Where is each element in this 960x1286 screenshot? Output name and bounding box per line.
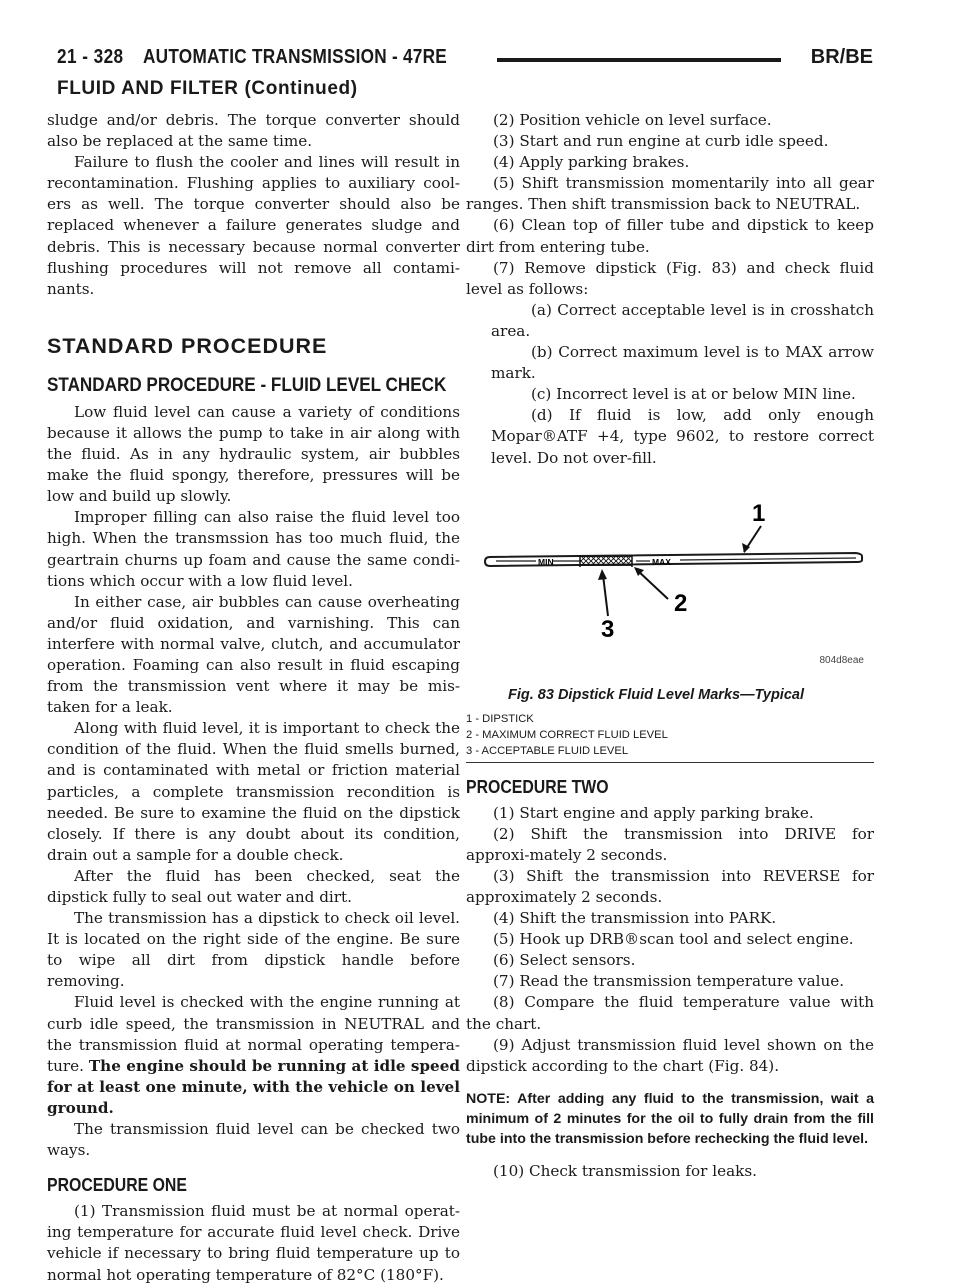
procedure-step: (5) Shift transmission momentarily into all gear ranges. Then shift transmission back to NEUTRAL. bbox=[466, 174, 874, 214]
right-column bbox=[466, 110, 874, 1182]
procedure-step: (2) Shift the transmission into DRIVE for approxi-mately 2 seconds. bbox=[466, 824, 874, 864]
paragraph: Low fluid level can cause a variety of conditions because it allows the pump to take in air along with the fluid. As in any hydraulic system, air bubbles make the fluid spongy, therefore, pressures will be low and build up slowly. bbox=[47, 402, 460, 506]
dipstick-illustration bbox=[466, 481, 874, 681]
procedure-step: (6) Select sensors. bbox=[493, 951, 636, 970]
paragraph bbox=[47, 992, 460, 1119]
procedure-substep: (a) Correct acceptable level is in crosshatch area. bbox=[491, 300, 874, 340]
procedure-substep: (c) Incorrect level is at or below MIN line. bbox=[531, 385, 856, 404]
paragraph: In either case, air bubbles can cause overheating and/or fluid oxidation, and varnishing. This can interfere with normal valve, clutch, and accumulator operation. Foaming can also result in fluid escaping from the transmission vent where it may be mis-taken for a leak. bbox=[47, 592, 460, 717]
legend-item: 2 - MAXIMUM CORRECT FLUID LEVEL bbox=[466, 728, 668, 741]
procedure-substep: (d) If fluid is low, add only enough Mopar®ATF +4, type 9602, to restore correct level. Do not over-fill. bbox=[491, 406, 874, 467]
header-rule bbox=[497, 58, 781, 62]
paragraph: After the fluid has been checked, seat the dipstick fully to seal out water and dirt. bbox=[47, 866, 460, 906]
procedure-step: (1) Transmission fluid must be at normal operat-ing temperature for accurate fluid level check. Drive vehicle if necessary to bring fluid temperature up to normal hot operating temperature of 82°C (180°F). bbox=[47, 1202, 460, 1284]
page-number: 21 - 328 bbox=[57, 46, 124, 68]
figure-legend bbox=[466, 711, 874, 763]
procedure-step: (3) Shift the transmission into REVERSE for approximately 2 seconds. bbox=[466, 866, 874, 906]
procedure-step: (8) Compare the fluid temperature value with the chart. bbox=[466, 993, 874, 1033]
model-code: BR/BE bbox=[810, 46, 873, 68]
callout-3: 3 bbox=[601, 615, 615, 643]
note-box: NOTE: After adding any fluid to the transmission, wait a minimum of 2 minutes for the oil to fully drain from the fill tube into the transmission before rechecking the fluid level. bbox=[466, 1090, 874, 1147]
continued-title: FLUID AND FILTER (Continued) bbox=[57, 78, 358, 99]
left-column bbox=[47, 110, 460, 1286]
section-heading: STANDARD PROCEDURE bbox=[47, 333, 328, 358]
legend-item: 3 - ACCEPTABLE FLUID LEVEL bbox=[466, 744, 629, 757]
callout-2: 2 bbox=[674, 589, 688, 617]
crosshatch-area bbox=[580, 556, 632, 565]
callout-1: 1 bbox=[752, 499, 766, 527]
chapter-title: AUTOMATIC TRANSMISSION - 47RE bbox=[143, 46, 448, 68]
procedure-step: (6) Clean top of filler tube and dipstick to keep dirt from entering tube. bbox=[466, 216, 874, 256]
procedure-one-heading: PROCEDURE ONE bbox=[47, 1175, 187, 1196]
procedure-step: (4) Apply parking brakes. bbox=[493, 153, 690, 172]
procedure-step: (4) Shift the transmission into PARK. bbox=[493, 909, 777, 928]
procedure-two-heading: PROCEDURE TWO bbox=[466, 776, 609, 797]
procedure-step: (7) Remove dipstick (Fig. 83) and check fluid level as follows: bbox=[466, 258, 874, 298]
page-header bbox=[57, 46, 873, 78]
paragraph: The transmission fluid level can be checked two ways. bbox=[47, 1120, 460, 1160]
min-label: MIN bbox=[538, 556, 554, 567]
procedure-step: (9) Adjust transmission fluid level shown on the dipstick according to the chart (Fig. 84). bbox=[466, 1035, 874, 1075]
procedure-substep: (b) Correct maximum level is to MAX arrow mark. bbox=[491, 343, 874, 383]
dipstick-figure bbox=[466, 481, 874, 681]
procedure-step: (10) Check transmission for leaks. bbox=[493, 1161, 757, 1180]
paragraph: Failure to flush the cooler and lines will result in recontamination. Flushing applies to auxiliary cool-ers as well. The torque converter should also be replaced whenever a failure generates sludge and debris. This is necessary because normal converter flushing procedures will not remove all contami-nants. bbox=[47, 153, 460, 298]
subsection-heading: STANDARD PROCEDURE - FLUID LEVEL CHECK bbox=[47, 374, 447, 396]
procedure-step: (3) Start and run engine at curb idle speed. bbox=[493, 132, 829, 151]
legend-item: 1 - DIPSTICK bbox=[466, 712, 534, 725]
figure-caption: Fig. 83 Dipstick Fluid Level Marks—Typical bbox=[508, 686, 804, 703]
paragraph: Along with fluid level, it is important to check the condition of the fluid. When the fluid smells burned, and is contaminated with metal or friction material particles, a complete transmission recondition is needed. Be sure to examine the fluid on the dipstick closely. If there is any doubt about its condition, drain out a sample for a double check. bbox=[47, 719, 460, 864]
procedure-step: (5) Hook up DRB®scan tool and select engine. bbox=[493, 930, 854, 949]
procedure-step: (1) Start engine and apply parking brake. bbox=[493, 803, 814, 822]
bold-warning: The engine should be running at idle speed for at least one minute, with the vehicle on level ground. bbox=[47, 1056, 460, 1117]
paragraph: sludge and/or debris. The torque converter should also be replaced at the same time. bbox=[47, 111, 460, 151]
procedure-step: (2) Position vehicle on level surface. bbox=[493, 111, 772, 129]
max-label: MAX bbox=[652, 556, 671, 567]
paragraph: The transmission has a dipstick to check oil level. It is located on the right side of the engine. Be sure to wipe all dirt from dipstick handle before removing. bbox=[47, 909, 460, 991]
procedure-step: (7) Read the transmission temperature value. bbox=[493, 972, 845, 991]
paragraph-text: Fluid level is checked with the engine running at curb idle speed, the transmission in NEUTRAL and the transmission fluid at normal operating tempera-ture. bbox=[47, 993, 460, 1075]
figure-code: 804d8eae bbox=[819, 654, 864, 666]
paragraph: Improper filling can also raise the fluid level too high. When the transmssion has too much fluid, the geartrain churns up foam and cause the same condi-tions which occur with a low fluid level. bbox=[47, 508, 460, 590]
